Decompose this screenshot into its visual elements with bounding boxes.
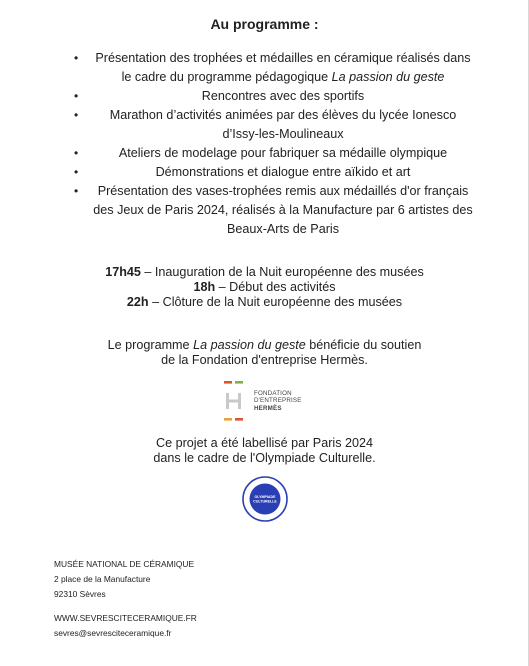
label-text: Ce projet a été labellisé par Paris 2024 [155, 436, 374, 450]
hermes-logo-icon [222, 381, 248, 421]
logo-wordmark [254, 390, 302, 412]
support-statement [0, 338, 529, 368]
olympiade-culturelle-seal-icon [242, 476, 288, 522]
bullet-icon: • [74, 89, 79, 103]
item-text: Présentation des trophées et médailles en céramique réalisés dans [95, 51, 471, 65]
email-link[interactable]: sevres@sevresciteceramique.fr [54, 628, 172, 638]
list-item [74, 49, 474, 87]
bullet-icon: • [74, 51, 79, 65]
program-name: La passion du geste [331, 70, 445, 84]
address-line: 92310 Sèvres [54, 589, 106, 599]
logo-text-line: D'ENTREPRISE [254, 397, 302, 405]
item-text: Ateliers de modelage pour fabriquer sa médaille olympique [118, 146, 448, 160]
museum-name: MUSÉE NATIONAL DE CÉRAMIQUE [54, 559, 195, 569]
list-item [74, 144, 474, 163]
museum-footer [54, 557, 197, 641]
bullet-icon: • [74, 165, 79, 179]
item-text: d’Issy-les-Moulineaux [222, 127, 344, 141]
item-text: Beaux-Arts de Paris [227, 222, 339, 236]
item-text: des Jeux de Paris 2024, réalisés à la Manufacture par 6 artistes des [93, 203, 473, 217]
bullet-icon: • [74, 184, 79, 198]
schedule-time: 22h [126, 295, 149, 309]
item-text: Rencontres avec des sportifs [201, 89, 365, 103]
support-text: Le programme [107, 338, 194, 352]
item-text: Démonstrations et dialogue entre aïkido et art [155, 165, 411, 179]
support-text: de la Fondation d'entreprise Hermès. [161, 353, 368, 367]
program-name: La passion du geste [193, 338, 306, 352]
schedule-row [0, 265, 529, 280]
program-list [74, 49, 474, 239]
schedule-row [0, 295, 529, 310]
schedule-text: – Inauguration de la Nuit européenne des musées [140, 265, 424, 279]
list-item [74, 182, 474, 239]
logo-text-line: HERMÈS [254, 404, 282, 412]
label-statement [0, 436, 529, 466]
logo-text-line: FONDATION [254, 390, 292, 397]
support-text: bénéficie du soutien [305, 338, 422, 352]
bullet-icon: • [74, 146, 79, 160]
item-text: Marathon d’activités animées par des élèves du lycée Ionesco [109, 108, 457, 122]
schedule-time: 18h [193, 280, 216, 294]
seal-text: CULTURELLE [253, 499, 277, 504]
list-item [74, 106, 474, 144]
list-item [74, 163, 474, 182]
website-link[interactable]: WWW.SEVRESCITECERAMIQUE.FR [54, 613, 197, 623]
hermes-foundation-logo [222, 381, 322, 421]
label-text: dans le cadre de l'Olympiade Culturelle. [153, 451, 376, 465]
seal-text: OLYMPIADE [254, 495, 276, 499]
item-text: Présentation des vases-trophées remis aux médaillés d'or français [97, 184, 469, 198]
schedule-text: – Clôture de la Nuit européenne des musées [148, 295, 403, 309]
item-text: le cadre du programme pédagogique [121, 70, 332, 84]
schedule-text: – Début des activités [215, 280, 336, 294]
schedule-time: 17h45 [105, 265, 141, 279]
schedule-row [0, 280, 529, 295]
schedule [0, 265, 529, 310]
bullet-icon: • [74, 108, 79, 122]
address-line: 2 place de la Manufacture [54, 574, 151, 584]
list-item [74, 87, 474, 106]
program-heading: Au programme : [210, 16, 319, 32]
